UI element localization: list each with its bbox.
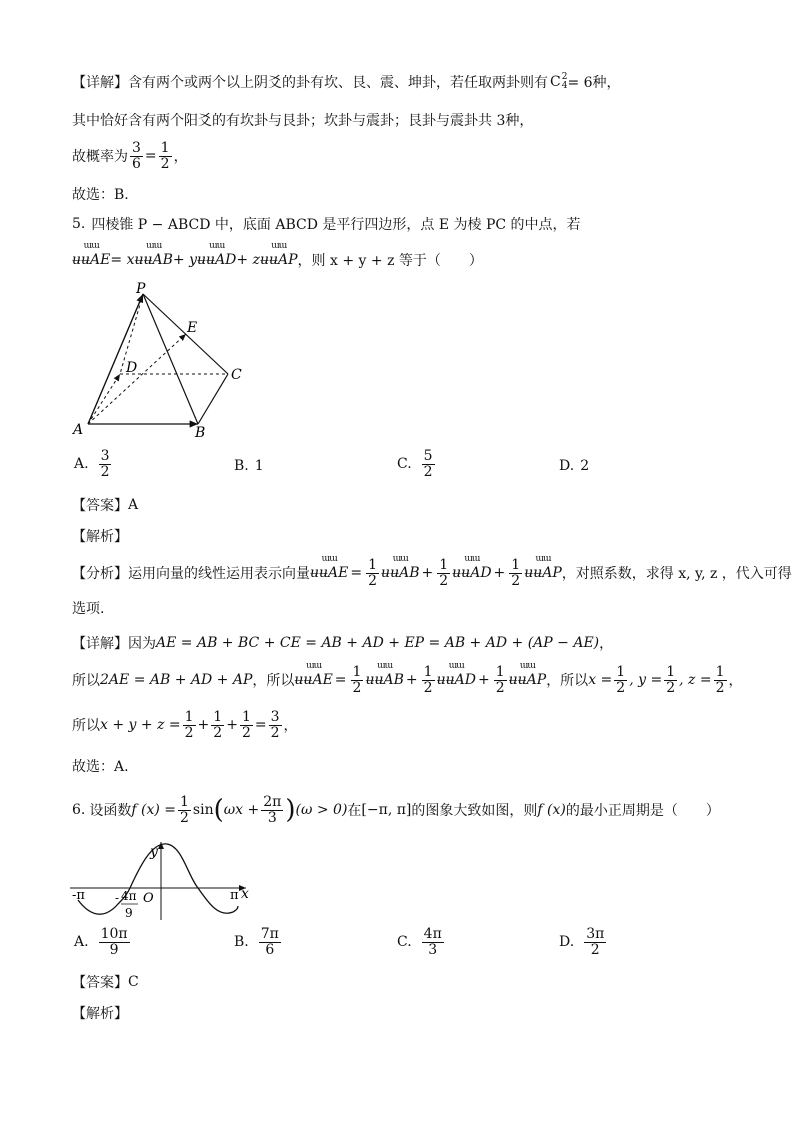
- label-a: A: [73, 422, 84, 438]
- vector-ad: ʉʉ ɯɯ AD: [197, 252, 236, 268]
- q6-option-d-value: $\frac{3\pi}{2}$: [586, 926, 605, 958]
- sine-curve: [78, 844, 238, 914]
- label-neg-pi: -π: [72, 888, 85, 903]
- label-origin: O: [143, 891, 154, 906]
- q5-eq: = x: [110, 252, 135, 268]
- label-pi: π: [230, 888, 239, 903]
- q5-xj-y: , y =: [629, 672, 663, 689]
- q5-option-c-value: $\frac{5}{2}$: [423, 448, 433, 480]
- q6-stem-fx: f (x): [537, 802, 566, 819]
- xj-half-1: $\frac{1}{2}$: [352, 664, 362, 696]
- q5-option-c-letter: C.: [397, 456, 412, 473]
- q5-plus-z: + z: [236, 252, 260, 268]
- sum-half-2: $\frac{1}{2}$: [213, 709, 223, 741]
- q5-answer-value: A: [128, 497, 139, 513]
- combination-c: C: [550, 74, 561, 90]
- q5-plus-y: + y: [172, 252, 198, 268]
- combination-symbol: [550, 73, 567, 91]
- q5-detail-line-1: [72, 633, 613, 653]
- vector-ap: ʉʉ ɯɯ AP: [260, 252, 298, 268]
- xj-half-2: $\frac{1}{2}$: [423, 664, 433, 696]
- label-tick-sign: -: [115, 891, 120, 905]
- sine-graph: [68, 838, 258, 923]
- q5-xj-text-3a: 所以: [72, 718, 100, 735]
- q6-sin: sin: [192, 802, 214, 819]
- q5-fenxi-text-2: 选项.: [72, 601, 105, 617]
- detail-text-1a: 含有两个或两个以上阴爻的卦有坎、艮、震、坤卦，若任取两卦则有: [128, 75, 548, 91]
- q6-analysis-line: [72, 1003, 128, 1023]
- q5-option-b-value: 1: [254, 458, 264, 474]
- detail-text-2: 其中恰好含有两个阳爻的有坎卦与艮卦；坎卦与震卦；艮卦与震卦共 3种，: [72, 113, 534, 129]
- q5-detail-line-2: 所以 2AE = AB + AD + AP ，所以 ʉʉ ɯɯ AE = $\frac{1}{2}$ ʉʉ ɯɯ AB + $\frac{1}{2}$ ʉʉ ɯɯ AD + $\frac{1}{2}$ ʉʉ ɯɯ AP ，所以 x = $\frac{1}{2}$ , y = $\frac{1}{2}$ , z = $\frac{1}{2}$ ，: [72, 665, 743, 695]
- q6-option-d-letter: D.: [559, 934, 575, 951]
- q6-option-a-letter: A.: [74, 934, 89, 951]
- choose-text-p4: 故选：B.: [72, 187, 129, 203]
- q5-detail-line-3: 所以 x + y + z = $\frac{1}{2}$ + $\frac{1}{2}$ + $\frac{1}{2}$ = $\frac{3}{2}$ ，: [72, 709, 298, 741]
- q5-xj-text-2b: ，所以: [252, 673, 295, 690]
- q6-analysis-tag: 【解析】: [72, 1006, 128, 1022]
- q6-option-b-letter: B.: [234, 934, 249, 951]
- label-tick-den: 9: [125, 906, 133, 920]
- vector-ab: ʉʉ ɯɯ AB: [134, 252, 172, 268]
- sum-half-1: $\frac{1}{2}$: [184, 709, 194, 741]
- q5-fenxi-text-b: ，对照系数，求得 x, y, z ，代入可得: [561, 566, 792, 583]
- q5-option-a-value: $\frac{3}{2}$: [100, 448, 110, 480]
- q5-xj-text-2a: 所以: [72, 673, 100, 690]
- sum-half-3: $\frac{1}{2}$: [241, 709, 251, 741]
- q5-option-b[interactable]: [234, 458, 264, 474]
- detail-line-3: [72, 141, 188, 171]
- q5-xj-expr-2: 2AE = AB + AD + AP: [100, 672, 253, 689]
- q6-option-a-value: $\frac{10\pi}{9}$: [100, 926, 128, 958]
- choose-line-p4: [72, 184, 129, 204]
- q5-number: 5.: [72, 216, 86, 232]
- label-p: P: [136, 282, 146, 297]
- detail-line-1: [72, 72, 621, 92]
- q5-choose-text: 故选：A.: [72, 759, 129, 775]
- q5-stem-line-2: [72, 241, 483, 270]
- fenxi-vector-ap: ʉʉ ɯɯ AP: [524, 565, 562, 581]
- label-c: C: [231, 367, 242, 383]
- xj-half-3: $\frac{1}{2}$: [495, 664, 505, 696]
- q5-option-d[interactable]: [559, 458, 589, 474]
- q6-option-b-value: $\frac{7\pi}{6}$: [260, 926, 279, 958]
- label-e: E: [187, 320, 198, 336]
- xj-vector-ad: ʉʉ ɯɯ AD: [437, 672, 476, 688]
- q5-fenxi-tag: 【分析】: [72, 566, 128, 583]
- q6-cond: (ω > 0): [295, 802, 348, 819]
- q5-analysis-line: [72, 526, 128, 546]
- edge-bc: [198, 374, 228, 424]
- detail-text-3-end: ，: [173, 149, 188, 166]
- q6-inner: ωx +: [223, 802, 260, 819]
- q5-xj-end-2: ，: [728, 673, 743, 690]
- q6-answer-value: C: [128, 974, 139, 990]
- q5-choose-line: [72, 756, 129, 776]
- q5-option-d-letter: D.: [559, 458, 575, 474]
- label-b: B: [195, 425, 206, 441]
- q5-stem-line-1: [72, 214, 581, 234]
- vector-ae: ʉʉ ɯɯ AE: [72, 252, 110, 268]
- q5-xiangjie-tag: 【详解】: [72, 636, 128, 652]
- fraction-1-2: $\frac{1}{2}$: [160, 140, 170, 172]
- q6-stem-line: 6. 设函数 f (x) = $\frac{1}{2}$ sin ( ωx + $\frac{2\pi}{3}$ ) (ω > 0) 在 [−π, π] 的图象大致如图，则 f (x) 的最小正周期是（ ）: [72, 794, 720, 826]
- q6-option-c-value: $\frac{4\pi}{3}$: [423, 926, 442, 958]
- xj-z-value: $\frac{1}{2}$: [715, 664, 725, 696]
- q5-fenxi-text-a: 运用向量的线性运用表示向量: [128, 566, 310, 583]
- q5-fenxi-line: 【分析】 运用向量的线性运用表示向量 ʉʉ ɯɯ AE = $\frac{1}{2}$ ʉʉ ɯɯ AB + $\frac{1}{2}$ ʉʉ ɯɯ AD + $\frac{1}{2}$ ʉʉ ɯɯ AP ，对照系数，求得 x, y, z ，代入可得: [72, 558, 792, 588]
- q5-xj-z: , z =: [679, 672, 712, 689]
- q6-option-c[interactable]: [397, 927, 446, 957]
- q5-option-b-letter: B.: [234, 458, 249, 474]
- q5-xj-expr-1: AE = AB + BC + CE = AB + AD + EP = AB + AD + (AP − AE): [156, 635, 600, 651]
- q5-xj-text-1a: 因为: [128, 636, 156, 652]
- fenxi-vector-ae: ʉʉ ɯɯ AE: [310, 565, 348, 581]
- fraction-3-6: $\frac{3}{6}$: [132, 140, 141, 172]
- q5-analysis-tag: 【解析】: [72, 529, 128, 545]
- q6-stem-c: 的图象大致如图，则: [411, 803, 538, 820]
- fenxi-half-3: $\frac{1}{2}$: [511, 557, 521, 589]
- fenxi-half-1: $\frac{1}{2}$: [368, 557, 378, 589]
- equals-sign: =: [144, 148, 157, 165]
- fenxi-vector-ad: ʉʉ ɯɯ AD: [452, 565, 491, 581]
- label-y: y: [150, 844, 158, 860]
- vector-ae-arrow: [88, 334, 186, 424]
- label-x: x: [241, 886, 249, 902]
- q6-stem-b: 在: [347, 803, 362, 820]
- edge-pb: [143, 294, 198, 424]
- xj-vector-ab: ʉʉ ɯɯ AB: [365, 672, 403, 688]
- q6-answer-line: [72, 972, 139, 992]
- q5-option-a-letter: A.: [74, 456, 89, 473]
- q6-option-d[interactable]: [559, 927, 608, 957]
- q6-stem-a: 设函数: [89, 803, 132, 820]
- detail-text-3a: 故概率为: [72, 149, 128, 166]
- label-d: D: [126, 360, 138, 376]
- xj-vector-ap: ʉʉ ɯɯ AP: [509, 672, 547, 688]
- q6-answer-tag: 【答案】: [72, 975, 128, 991]
- q5-answer-tag: 【答案】: [72, 498, 128, 514]
- q5-xj-x: x =: [588, 672, 613, 689]
- xj-vector-ae: ʉʉ ɯɯ AE: [294, 672, 332, 688]
- q5-option-a[interactable]: [74, 449, 113, 479]
- q5-option-d-value: 2: [580, 458, 590, 474]
- fenxi-half-2: $\frac{1}{2}$: [439, 557, 449, 589]
- q6-option-c-letter: C.: [397, 934, 412, 951]
- xj-y-value: $\frac{1}{2}$: [666, 664, 676, 696]
- q5-xj-expr-3: x + y + z =: [100, 717, 181, 734]
- q5-fenxi-line-2: [72, 598, 104, 618]
- q6-stem-d: 的最小正周期是（ ）: [565, 803, 720, 820]
- q5-xj-end-1: ，: [599, 636, 614, 652]
- pyramid-figure: [70, 282, 260, 442]
- q6-interval: [−π, π]: [361, 802, 412, 819]
- xj-x-value: $\frac{1}{2}$: [616, 664, 626, 696]
- vector-ap-arrow: [88, 294, 143, 424]
- detail-text-1c: = 6种，: [567, 75, 621, 91]
- q5-xj-text-2c: ，所以: [546, 673, 589, 690]
- q6-stem-f: f (x) =: [131, 802, 176, 819]
- combination-sub: 4: [561, 81, 568, 91]
- q6-option-a[interactable]: [74, 927, 132, 957]
- label-tick-num: 4π: [121, 889, 137, 903]
- q6-option-b[interactable]: [234, 927, 283, 957]
- q6-number: 6.: [72, 802, 86, 819]
- q5-option-c[interactable]: [397, 449, 437, 479]
- detail-line-2: [72, 110, 533, 130]
- q5-stem-text-1: 四棱锥 P − ABCD 中，底面 ABCD 是平行四边形，点 E 为棱 PC 的中点，若: [91, 217, 581, 233]
- q5-answer-line: [72, 495, 138, 515]
- combination-sup: 2: [561, 72, 568, 82]
- q6-half: $\frac{1}{2}$: [180, 794, 189, 826]
- sum-result: $\frac{3}{2}$: [270, 709, 280, 741]
- q6-phase: $\frac{2\pi}{3}$: [263, 794, 282, 826]
- detail-tag: 【详解】: [72, 75, 128, 91]
- fenxi-vector-ab: ʉʉ ɯɯ AB: [381, 565, 419, 581]
- q5-stem-tail: ，则 x + y + z 等于（ ）: [297, 253, 483, 269]
